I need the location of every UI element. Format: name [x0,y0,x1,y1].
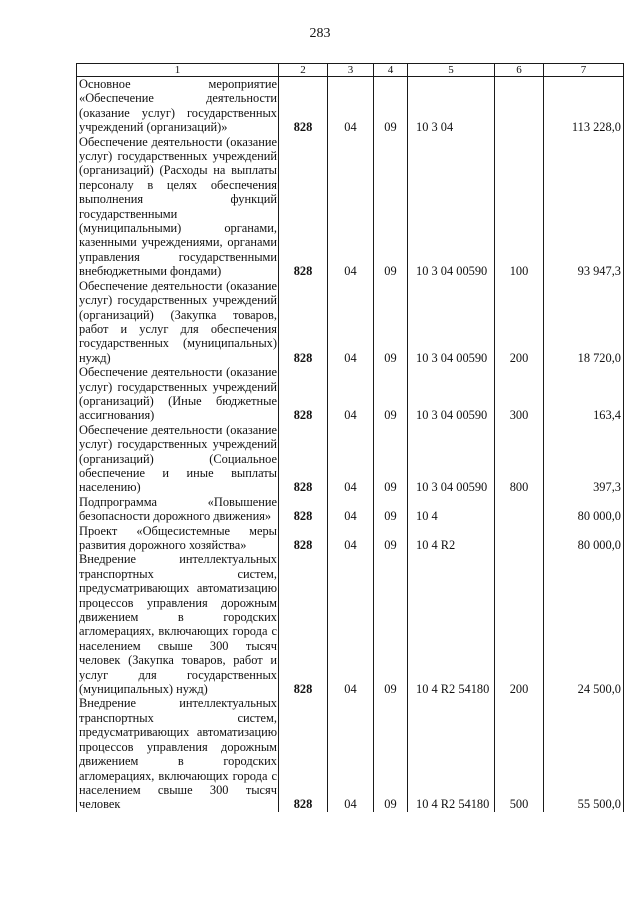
row-csr: 10 4 [408,495,495,524]
table-row [77,552,624,696]
header-col-4: 4 [374,64,408,77]
row-name: Внедрение интеллектуальных транспортных систем, предусматривающих автоматизацию процессов управления дорожным движением в городских агломерациях, включающих города с населением свыше 300 тысяч человек (Закупка товаров, работ и услуг для государственных (муниципальных) нужд) [77,552,279,696]
row-ved: 828 [279,552,328,696]
row-vr [495,524,544,553]
table-row [77,77,624,135]
row-vr: 300 [495,365,544,423]
row-name: Обеспечение деятельности (оказание услуг) государственных учреждений (организаций) (Закупка товаров, работ и услуг для обеспечения государственных (муниципальных) нужд) [77,279,279,365]
header-col-7: 7 [544,64,624,77]
row-ved: 828 [279,423,328,495]
header-col-2: 2 [279,64,328,77]
row-vr [495,495,544,524]
row-rz: 04 [328,495,374,524]
table-header-row [77,64,624,77]
row-vr: 200 [495,279,544,365]
row-sum: 80 000,0 [544,495,624,524]
row-sum: 397,3 [544,423,624,495]
row-pr: 09 [374,524,408,553]
row-name: Проект «Общесистемные меры развития дорожного хозяйства» [77,524,279,553]
row-sum: 24 500,0 [544,552,624,696]
header-col-3: 3 [328,64,374,77]
row-vr: 500 [495,696,544,811]
row-ved: 828 [279,365,328,423]
row-name: Внедрение интеллектуальных транспортных систем, предусматривающих автоматизацию процессов управления дорожным движением в городских агломерациях, включающих города с населением свыше 300 тысяч человек [77,696,279,811]
row-vr: 800 [495,423,544,495]
row-sum: 18 720,0 [544,279,624,365]
table-row [77,495,624,524]
row-ved: 828 [279,524,328,553]
row-csr: 10 4 R2 54180 [408,696,495,811]
row-sum: 80 000,0 [544,524,624,553]
row-pr: 09 [374,77,408,135]
row-rz: 04 [328,77,374,135]
row-csr: 10 3 04 00590 [408,423,495,495]
row-csr: 10 3 04 [408,77,495,135]
table-row [77,135,624,279]
page-number: 283 [309,26,331,41]
row-vr: 100 [495,135,544,279]
row-vr: 200 [495,552,544,696]
row-ved: 828 [279,696,328,811]
row-rz: 04 [328,365,374,423]
row-csr: 10 3 04 00590 [408,279,495,365]
row-pr: 09 [374,365,408,423]
table-row [77,696,624,811]
row-vr [495,77,544,135]
row-csr: 10 4 R2 54180 [408,552,495,696]
header-col-1: 1 [77,64,279,77]
row-name: Основное мероприятие «Обеспечение деятельности (оказание услуг) государственных учреждений (организаций)» [77,77,279,135]
row-sum: 93 947,3 [544,135,624,279]
table-row [77,524,624,553]
row-rz: 04 [328,552,374,696]
row-name: Обеспечение деятельности (оказание услуг) государственных учреждений (организаций) (Социальное обеспечение и иные выплаты населению) [77,423,279,495]
table-row [77,279,624,365]
table-row [77,365,624,423]
row-csr: 10 3 04 00590 [408,135,495,279]
row-rz: 04 [328,696,374,811]
header-col-6: 6 [495,64,544,77]
table-row [77,423,624,495]
row-name: Подпрограмма «Повышение безопасности дорожного движения» [77,495,279,524]
row-csr: 10 4 R2 [408,524,495,553]
row-pr: 09 [374,552,408,696]
budget-table [76,63,624,812]
header-col-5: 5 [408,64,495,77]
row-sum: 55 500,0 [544,696,624,811]
row-pr: 09 [374,423,408,495]
row-sum: 163,4 [544,365,624,423]
row-pr: 09 [374,279,408,365]
row-rz: 04 [328,423,374,495]
row-rz: 04 [328,524,374,553]
row-rz: 04 [328,135,374,279]
row-csr: 10 3 04 00590 [408,365,495,423]
row-ved: 828 [279,279,328,365]
row-ved: 828 [279,135,328,279]
row-name: Обеспечение деятельности (оказание услуг) государственных учреждений (организаций) (Иные бюджетные ассигнования) [77,365,279,423]
row-name: Обеспечение деятельности (оказание услуг) государственных учреждений (организаций) (Расходы на выплаты персоналу в целях обеспечения выполнения функций государственными (муниципальными) органами, казенными учреждениями, органами управления государственными внебюджетными фондами) [77,135,279,279]
row-pr: 09 [374,135,408,279]
row-rz: 04 [328,279,374,365]
row-ved: 828 [279,495,328,524]
row-ved: 828 [279,77,328,135]
row-pr: 09 [374,696,408,811]
row-sum: 113 228,0 [544,77,624,135]
row-pr: 09 [374,495,408,524]
